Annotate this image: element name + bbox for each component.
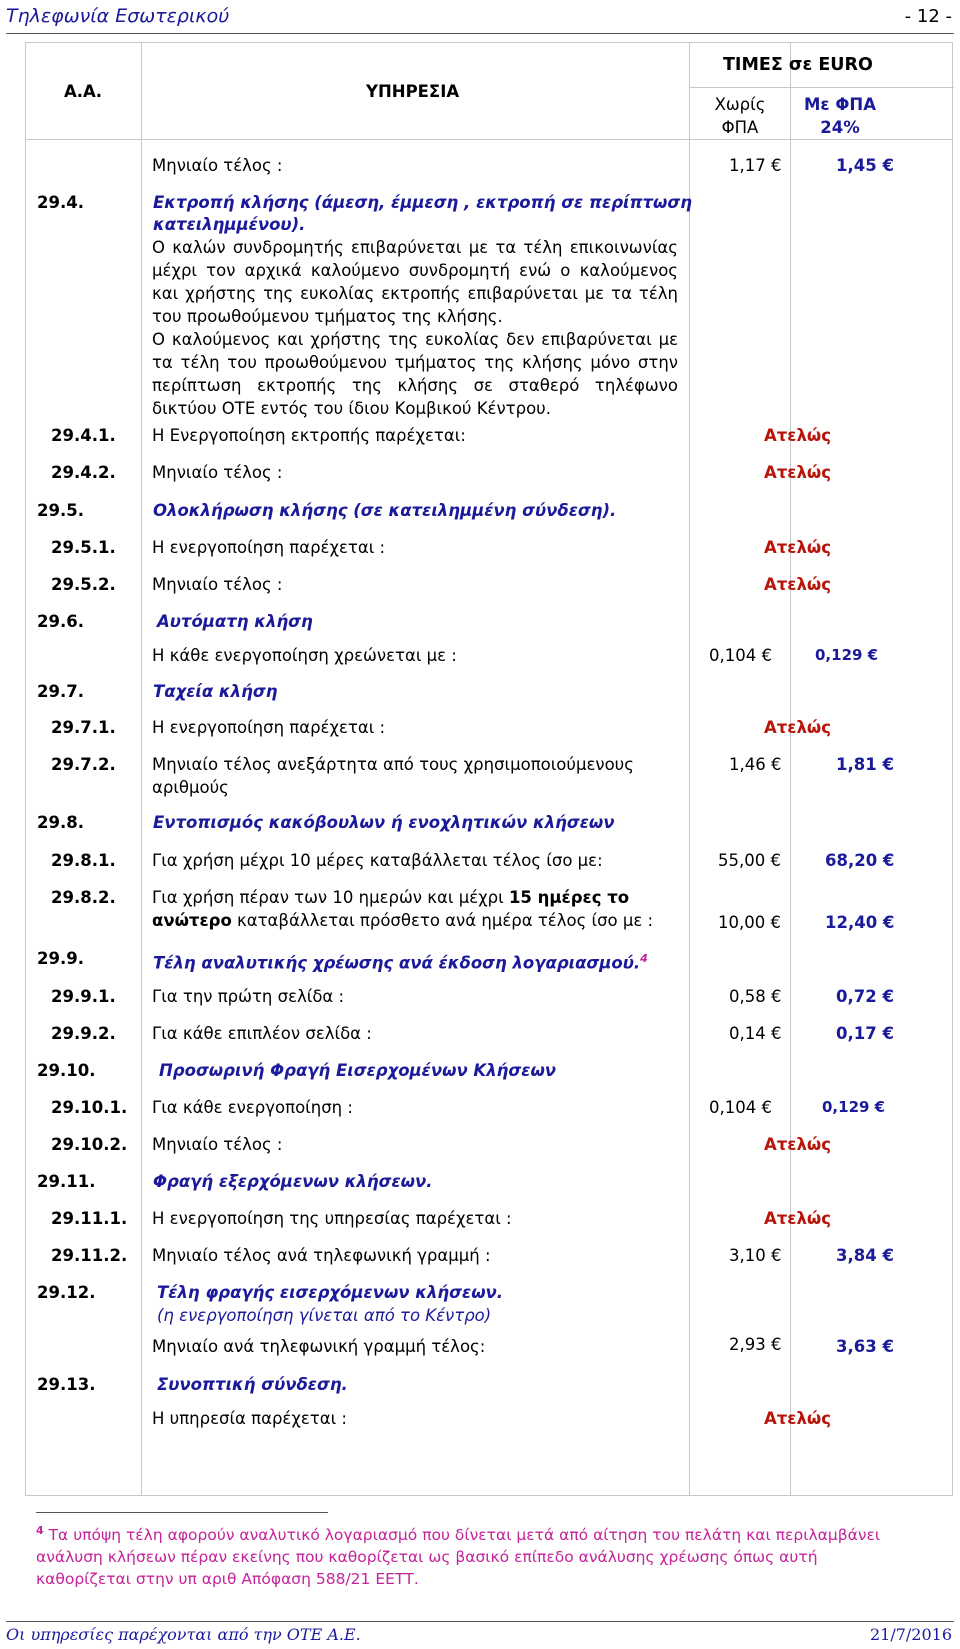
row-text: Η Ενεργοποίηση εκτροπής παρέχεται: bbox=[152, 426, 466, 445]
price-with-vat: 3,84 € bbox=[836, 1246, 894, 1265]
column-divider bbox=[790, 43, 791, 1495]
service-title: Ολοκλήρωση κλήσης (σε κατειλημμένη σύνδεση). bbox=[153, 501, 617, 520]
header-divider bbox=[26, 139, 952, 140]
price-with-vat: 1,81 € bbox=[836, 755, 894, 774]
row-number: 29.4.1. bbox=[51, 426, 116, 445]
price-with-vat: 0,72 € bbox=[836, 987, 894, 1006]
free-of-charge: Ατελώς bbox=[764, 1209, 832, 1228]
price-without-vat: 0,104 € bbox=[709, 646, 772, 665]
footnote-text: Τα υπόψη τέλη αφορούν αναλυτικό λογαριασμό που δίνεται μετά από αίτηση του πελάτη και περιλαμβάνει ανάλυση κλήσεων πέραν εκείνης που καθορίζεται ως βασικό επίπεδο ανάλυσης χρέωσης όπως αυτή καθορίζεται στην υπ αριθ Απόφαση 588/21 ΕΕΤΤ. bbox=[36, 1526, 881, 1589]
row-number: 29.5.1. bbox=[51, 538, 116, 557]
column-divider bbox=[141, 43, 142, 1495]
price-without-vat: 55,00 € bbox=[718, 851, 781, 870]
row-number: 29.5. bbox=[37, 501, 84, 520]
service-title: Εντοπισμός κακόβουλων ή ενοχλητικών κλήσεων bbox=[153, 813, 615, 832]
footer-rule bbox=[6, 1621, 954, 1622]
price-without-vat: 0,14 € bbox=[729, 1024, 782, 1043]
row-number: 29.6. bbox=[37, 612, 84, 631]
row-number: 29.10.2. bbox=[51, 1135, 128, 1154]
price-with-vat: 0,129 € bbox=[815, 646, 879, 664]
price-with-vat: 0,129 € bbox=[822, 1098, 886, 1116]
row-number: 29.4. bbox=[37, 193, 84, 212]
price-with-vat: 3,63 € bbox=[836, 1337, 894, 1356]
price-without-vat: 0,58 € bbox=[729, 987, 782, 1006]
free-of-charge: Ατελώς bbox=[764, 718, 832, 737]
price-without-vat: 3,10 € bbox=[729, 1246, 782, 1265]
row-number: 29.10. bbox=[37, 1061, 96, 1080]
row-number: 29.11.2. bbox=[51, 1246, 128, 1265]
page-title: Τηλεφωνία Εσωτερικού bbox=[6, 5, 230, 27]
row-number: 29.4.2. bbox=[51, 463, 116, 482]
header-service: ΥΠΗΡΕΣΙΑ bbox=[366, 82, 460, 101]
column-divider bbox=[689, 43, 690, 1495]
price-without-vat: 1,46 € bbox=[729, 755, 782, 774]
row-text-cont bbox=[152, 909, 653, 932]
row-text: Μηνιαίο τέλος ανά τηλεφωνική γραμμή : bbox=[152, 1246, 491, 1265]
row-text: Η ενεργοποίηση παρέχεται : bbox=[152, 538, 386, 557]
row-text: Για χρήση μέχρι 10 μέρες καταβάλλεται τέλος ίσο με: bbox=[152, 851, 603, 870]
row-number: 29.9.2. bbox=[51, 1024, 116, 1043]
row-number: 29.8.1. bbox=[51, 851, 116, 870]
row-number: 29.8. bbox=[37, 813, 84, 832]
page-header bbox=[0, 0, 960, 30]
footnote bbox=[36, 1520, 916, 1590]
description-paragraph: Ο καλών συνδρομητής επιβαρύνεται με τα τέλη επικοινωνίας μέχρι τον αρχικά καλούμενο συνδρομητή ενώ ο καλούμενος και χρήστης της ευκολίας εκτροπής επιβαρύνεται με τα τέλη του προωθούμενου τμήματος της κλήσης. bbox=[152, 238, 678, 326]
row-text-bold: ανώτερο bbox=[152, 911, 232, 930]
row-number: 29.7.2. bbox=[51, 755, 116, 774]
price-with-vat: 0,17 € bbox=[836, 1024, 894, 1043]
service-title: Ταχεία κλήση bbox=[153, 682, 278, 701]
header-without-vat: Χωρίς ΦΠΑ bbox=[714, 95, 766, 137]
free-of-charge: Ατελώς bbox=[764, 1135, 832, 1154]
service-title: Τέλη φραγής εισερχόμενων κλήσεων. bbox=[157, 1283, 504, 1302]
row-text: Η υπηρεσία παρέχεται : bbox=[152, 1409, 347, 1428]
free-of-charge: Ατελώς bbox=[764, 426, 832, 445]
row-number: 29.8.2. bbox=[51, 888, 116, 907]
free-of-charge: Ατελώς bbox=[764, 575, 832, 594]
row-number: 29.9. bbox=[37, 949, 84, 968]
row-number: 29.11.1. bbox=[51, 1209, 128, 1228]
price-without-vat: 0,104 € bbox=[709, 1098, 772, 1117]
service-description bbox=[152, 236, 678, 420]
row-number: 29.7. bbox=[37, 682, 84, 701]
row-text: Για κάθε επιπλέον σελίδα : bbox=[152, 1024, 372, 1043]
price-header-divider bbox=[689, 87, 954, 88]
header-rule bbox=[6, 33, 954, 34]
service-title-text: Τέλη αναλυτικής χρέωσης ανά έκδοση λογαριασμού. bbox=[153, 953, 641, 973]
row-text-cont: αριθμούς bbox=[152, 778, 229, 797]
footnote-mark: 4 bbox=[36, 1524, 44, 1537]
row-text: Για την πρώτη σελίδα : bbox=[152, 987, 345, 1006]
service-title: Συνοπτική σύνδεση. bbox=[157, 1375, 348, 1394]
row-text-bold: 15 ημέρες το bbox=[508, 888, 630, 907]
row-text-part: καταβάλλεται πρόσθετο ανά ημέρα τέλος ίσο με : bbox=[231, 911, 654, 930]
description-paragraph: Ο καλούμενος και χρήστης της ευκολίας δεν επιβαρύνεται με τα τέλη του προωθούμενου τμήματος της κλήσης μόνο στην περίπτωση εκτροπής της κλήσης σε σταθερό τηλέφωνο δικτύου ΟΤΕ εντός του ίδιου Κομβικού Κέντρου. bbox=[152, 330, 678, 418]
service-title: Εκτροπή κλήσης (άμεση, έμμεση , εκτροπή σε περίπτωση bbox=[153, 193, 692, 212]
row-text: Μηνιαίο τέλος : bbox=[152, 463, 283, 482]
row-text: Μηνιαίο ανά τηλεφωνική γραμμή τέλος: bbox=[152, 1337, 486, 1356]
header-aa: Α.Α. bbox=[64, 82, 103, 101]
price-without-vat: 2,93 € bbox=[729, 1335, 782, 1354]
footer-date: 21/7/2016 bbox=[869, 1625, 952, 1644]
header-with-vat: Με ΦΠΑ 24% bbox=[804, 95, 876, 137]
row-text: Για κάθε ενεργοποίηση : bbox=[152, 1098, 353, 1117]
service-title: Αυτόματη κλήση bbox=[157, 612, 313, 631]
service-note: (η ενεργοποίηση γίνεται από το Κέντρο) bbox=[157, 1306, 492, 1325]
footnote-rule bbox=[36, 1512, 328, 1513]
free-of-charge: Ατελώς bbox=[764, 538, 832, 557]
row-text: Η κάθε ενεργοποίηση χρεώνεται με : bbox=[152, 646, 457, 665]
row-text: Μηνιαίο τέλος : bbox=[152, 575, 283, 594]
row-text: Μηνιαίο τέλος ανεξάρτητα από τους χρησιμοποιούμενους bbox=[152, 755, 634, 774]
price-without-vat: 1,17 € bbox=[729, 156, 782, 175]
row-number: 29.12. bbox=[37, 1283, 96, 1302]
header-prices: ΤΙΜΕΣ σε EURO bbox=[723, 55, 873, 75]
row-text: Μηνιαίο τέλος : bbox=[152, 1135, 283, 1154]
row-text: Η ενεργοποίηση παρέχεται : bbox=[152, 718, 386, 737]
row-number: 29.5.2. bbox=[51, 575, 116, 594]
price-with-vat: 12,40 € bbox=[825, 913, 895, 932]
service-title-cont: κατειλημμένου). bbox=[153, 215, 306, 234]
price-table bbox=[25, 42, 953, 1496]
price-without-vat: 10,00 € bbox=[718, 913, 781, 932]
row-text: Η ενεργοποίηση της υπηρεσίας παρέχεται : bbox=[152, 1209, 512, 1228]
service-title: Προσωρινή Φραγή Εισερχομένων Κλήσεων bbox=[159, 1061, 557, 1080]
free-of-charge: Ατελώς bbox=[764, 1409, 832, 1428]
footer-left: Οι υπηρεσίες παρέχονται από την ΟΤΕ Α.Ε. bbox=[6, 1625, 361, 1644]
page-number: - 12 - bbox=[904, 6, 952, 27]
row-number: 29.9.1. bbox=[51, 987, 116, 1006]
row-number: 29.13. bbox=[37, 1375, 96, 1394]
service-title: Φραγή εξερχόμενων κλήσεων. bbox=[153, 1172, 433, 1191]
price-with-vat: 68,20 € bbox=[825, 851, 895, 870]
row-text-part: Για χρήση πέραν των 10 ημερών και μέχρι bbox=[152, 888, 509, 907]
footnote-reference: 4 bbox=[640, 952, 648, 965]
price-with-vat: 1,45 € bbox=[836, 156, 894, 175]
row-number: 29.11. bbox=[37, 1172, 96, 1191]
row-text bbox=[152, 886, 629, 909]
row-text: Μηνιαίο τέλος : bbox=[152, 156, 283, 175]
service-title bbox=[153, 947, 648, 975]
row-number: 29.7.1. bbox=[51, 718, 116, 737]
free-of-charge: Ατελώς bbox=[764, 463, 832, 482]
row-number: 29.10.1. bbox=[51, 1098, 128, 1117]
